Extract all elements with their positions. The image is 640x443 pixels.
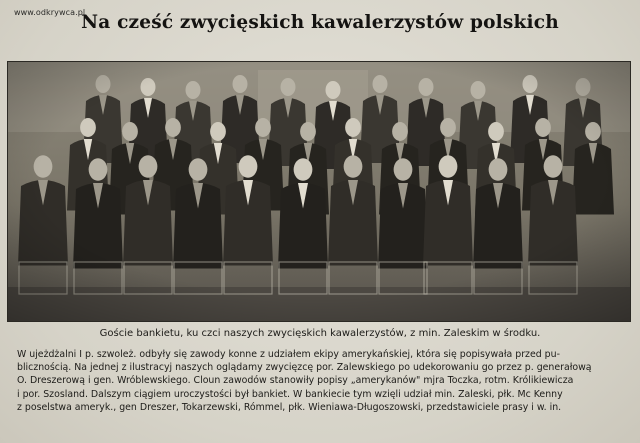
source-watermark: www.odkrywca.pl bbox=[14, 8, 86, 17]
article-line: z poselstwa ameryk., gen Dreszer, Tokarzewski, Rómmel, płk. Wieniawa-Długoszowski, przedstawiciele prasy i w. in. bbox=[17, 401, 562, 413]
article-body bbox=[17, 348, 627, 414]
photo-caption: Goście bankietu, ku czci naszych zwycięskich kawalerzystów, z min. Zaleskim w środku. bbox=[99, 328, 541, 339]
photo-illustration bbox=[8, 62, 630, 321]
article-line: W ujeżdżalni I p. szwoleż. odbyły się zawody konne z udziałem ekipy amerykańskiej, która się popisywała przed pu- bbox=[17, 349, 560, 360]
group-photograph bbox=[7, 61, 631, 322]
article-line: O. Dreszerową i gen. Wróblewskiego. Cloun zawodów stanowiły popisy „amerykanów" mjra Toczka, rotm. Królikiewicza bbox=[17, 375, 574, 387]
article-line: i por. Szosland. Dalszym ciągiem uroczystości był bankiet. W bankiecie tym wzięli udział min. Zaleski, płk. Mc Kenny bbox=[17, 388, 563, 400]
page-headline: Na cześć zwycięskich kawalerzystów polskich bbox=[81, 12, 559, 33]
article-line: blicznością. Na jednej z ilustracyj naszych oglądamy zwycięzcę por. Zalewskiego po udekorowaniu go przez p. generałową bbox=[17, 362, 592, 374]
